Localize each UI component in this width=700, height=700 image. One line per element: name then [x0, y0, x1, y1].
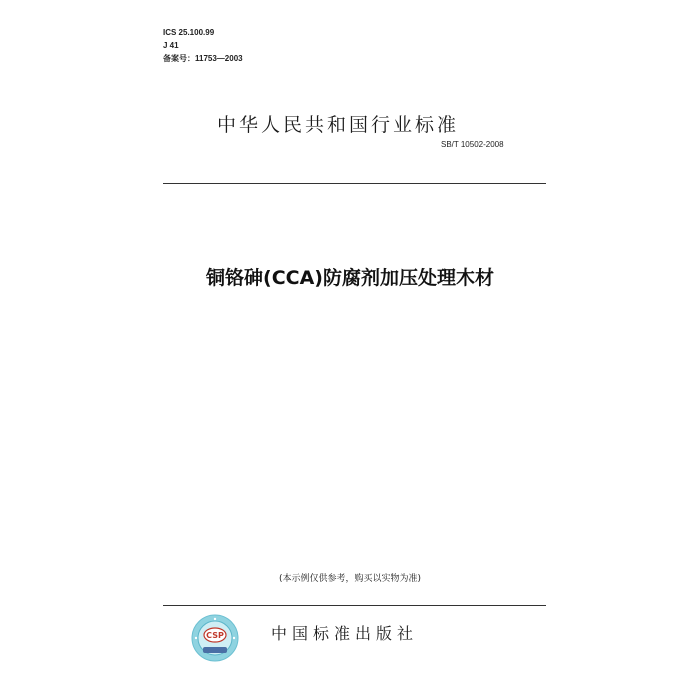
top-divider	[163, 183, 546, 184]
sample-notice: (本示例仅供参考，购买以实物为准)	[278, 574, 422, 584]
svg-text:CSP: CSP	[206, 631, 224, 640]
publisher-seal-icon	[191, 614, 239, 662]
document-title: 铜铬砷(CCA)防腐剂加压处理木材	[206, 267, 494, 289]
publisher-name: 中国标准出版社	[271, 624, 419, 643]
bottom-divider	[163, 605, 546, 606]
standard-code: SB/T 10502-2008	[441, 140, 504, 149]
filing-number: 备案号：11753—2003	[163, 54, 243, 63]
ics-code: ICS 25.100.99	[163, 28, 215, 37]
classification-block	[163, 26, 243, 65]
category-code: J 41	[163, 41, 179, 50]
standard-type-heading: 中华人民共和国行业标准	[217, 114, 460, 136]
